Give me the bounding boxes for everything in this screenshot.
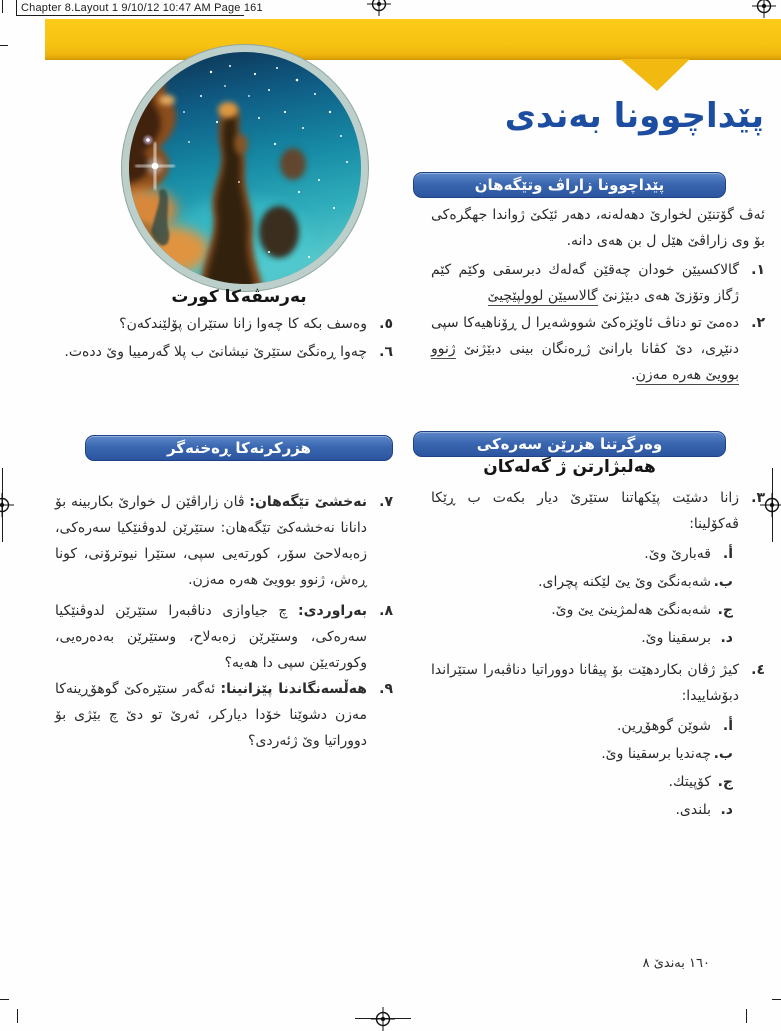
- crop-mark: [17, 1009, 18, 1023]
- options-list: [431, 712, 765, 824]
- question-text: وەسف بکە کا چەوا زانا ستێران پۆلێندکەن؟: [119, 316, 367, 332]
- banner-tab: [620, 59, 690, 92]
- option-d: [431, 624, 733, 652]
- question-number: ٩.: [379, 681, 393, 697]
- option-letter: ب.: [713, 574, 733, 590]
- option-letter: د.: [720, 630, 733, 646]
- option-letter: ج.: [717, 602, 733, 618]
- option-text: شەبەنگێ هەلمژینێ یێ وێ.: [551, 602, 711, 618]
- option-letter: د.: [720, 802, 733, 818]
- question-text: دەمێ تو دناڤ ئاوێزەکێ شووشەیرا ل ڕۆناهیەکا سپی دنێڕی، دێ کڤانا بارانێ ژڕەنگان بینی دبێژنێ ژنوو بوویێ هەرە مەزن.: [431, 315, 739, 383]
- question-item-8: [55, 598, 393, 676]
- section-bar-critical-thinking: هزرکرنەکا ڕەخنەگر: [85, 435, 393, 461]
- section-bar-main-ideas: وەرگرتنا هزرێن سەرەکی: [413, 431, 726, 457]
- question-number: ٦.: [379, 344, 393, 360]
- registration-mark-bottom-center: [371, 1007, 395, 1031]
- proof-header-rule: [16, 15, 244, 16]
- option-text: چەندیا برسقینا وێ.: [601, 746, 711, 762]
- option-text: کۆپیتك.: [668, 774, 711, 790]
- option-c: [431, 768, 733, 796]
- answer-underline: گالاسیێن لوولپێچیێ: [487, 288, 598, 304]
- options-list: [431, 540, 765, 652]
- option-text: شەبەنگێ وێ یێ لێکنە پچرای.: [538, 574, 711, 590]
- option-d: [431, 796, 733, 824]
- question-item-3: [431, 485, 765, 652]
- question-text: گالاکسیێن خودان چەقێن گەلەك دبرسقی وکێم کێم ژگاز وتۆزێ هەی دبێژنێ گالاسیێن لوولپێچیێ: [431, 262, 739, 304]
- question-item-5: [55, 311, 393, 337]
- question-number: ٢.: [751, 315, 765, 331]
- question-item-4: [431, 657, 765, 824]
- page-footer: ١٦٠ بەندێ ٨: [642, 956, 710, 971]
- nebula-image: [122, 45, 368, 291]
- crop-mark: [772, 999, 781, 1000]
- question-lead: بەراوردی:: [298, 603, 367, 619]
- question-number: ٥.: [379, 316, 393, 332]
- question-number: ٧.: [379, 494, 393, 510]
- question-item-6: [55, 339, 393, 365]
- crop-mark: [16, 0, 17, 16]
- question-text: زانا دشێت پێکهاتنا ستێرێ دیار بکەت ب ڕێکا ڤەکۆلینا:: [431, 490, 739, 532]
- crop-mark: [0, 45, 8, 46]
- option-a: [431, 540, 733, 568]
- question-item-7: [55, 489, 393, 593]
- option-text: بلندی.: [675, 802, 711, 818]
- question-item-2: [431, 310, 765, 388]
- multiple-choice-heading: هەلبژارتن ژ گەلەکان: [483, 457, 656, 477]
- question-number: ٤.: [751, 662, 765, 678]
- question-text: هەڵسەنگاندنا پێزانینا: ئەگەر ستێرەکێ گوهۆڕینەکا مەزن دشوێنا خۆدا دیارکر، ئەرێ تو دێ چ بێژی بۆ دووراتیا وێ ژئەردی؟: [55, 681, 367, 749]
- option-b: [431, 568, 733, 596]
- crop-mark: [0, 999, 9, 1000]
- registration-mark-top-right: [752, 0, 776, 18]
- registration-mark-left: [0, 493, 14, 517]
- question-number: ٣.: [751, 490, 765, 506]
- option-b: [431, 740, 733, 768]
- section-bar-vocab: پێداچوونا زاراڤ وتێگەهان: [413, 172, 726, 198]
- crop-mark: [2, 0, 3, 13]
- option-text: برسقینا وێ.: [641, 630, 711, 646]
- registration-mark-top-center: [367, 0, 391, 16]
- question-lead: هەڵسەنگاندنا پێزانینا:: [220, 681, 367, 697]
- chapter-banner: [45, 19, 781, 60]
- question-text: بەراوردی: چ جیاوازی دناڤبەرا ستێرێن لدوڤنێکیا سەرەکی، وستێرێن زەبەلاح، وستێرێن بەدەرەیی، وکورتەیێن سپی دا هەیە؟: [55, 603, 367, 671]
- question-item-1: [431, 257, 765, 309]
- crop-mark: [746, 1009, 747, 1023]
- question-text: کیژ ژڤان بکاردهێت بۆ پیڤانا دووراتیا دناڤبەرا ستێراندا دبۆشاییدا:: [431, 662, 739, 704]
- option-letter: ج.: [717, 774, 733, 790]
- option-c: [431, 596, 733, 624]
- option-letter: ب.: [713, 746, 733, 762]
- question-lead: نەخشێ تێگەهان:: [249, 494, 367, 510]
- question-number: ١.: [751, 262, 765, 278]
- option-text: قەبارێ وێ.: [644, 546, 711, 562]
- option-letter: أ.: [722, 546, 733, 562]
- answer-underline: ژنوو بوویێ هەرە مەزن: [431, 341, 739, 383]
- option-letter: أ.: [722, 718, 733, 734]
- question-item-9: [55, 676, 393, 754]
- vocab-intro: ئەڤ گۆتنێن لخوارێ دهەلەنە، دهەر ئێکێ ژواندا جهگرەکی بۆ وی زاراڤێ هێل ل بن هەی دانە.: [431, 207, 765, 249]
- option-a: [431, 712, 733, 740]
- question-number: ٨.: [379, 603, 393, 619]
- question-text: چەوا ڕەنگێ ستێرێ نیشانێ ب پلا گەرمییا وێ ددەت.: [64, 344, 367, 360]
- page-title: پێداچوونا بەندی: [504, 96, 764, 136]
- question-text: نەخشێ تێگەهان: ڤان زاراڤێن ل خوارێ بکاربینە بۆ دانانا نەخشەکێ تێگەهان: ستێرێن لدوڤنێکیا سەرەکی، زەبەلاحێ سۆر، کورتەیی سپی، ستێرا نیوترۆنی، کونا ڕەش، ژنوو بوویێ هەرە مەزن.: [55, 494, 367, 588]
- proof-header: Chapter 8.Layout 1 9/10/12 10:47 AM Page 161: [21, 2, 263, 14]
- short-answer-heading: بەرسڤەکا کورت: [171, 287, 307, 307]
- option-text: شوێن گوهۆڕین.: [616, 718, 711, 734]
